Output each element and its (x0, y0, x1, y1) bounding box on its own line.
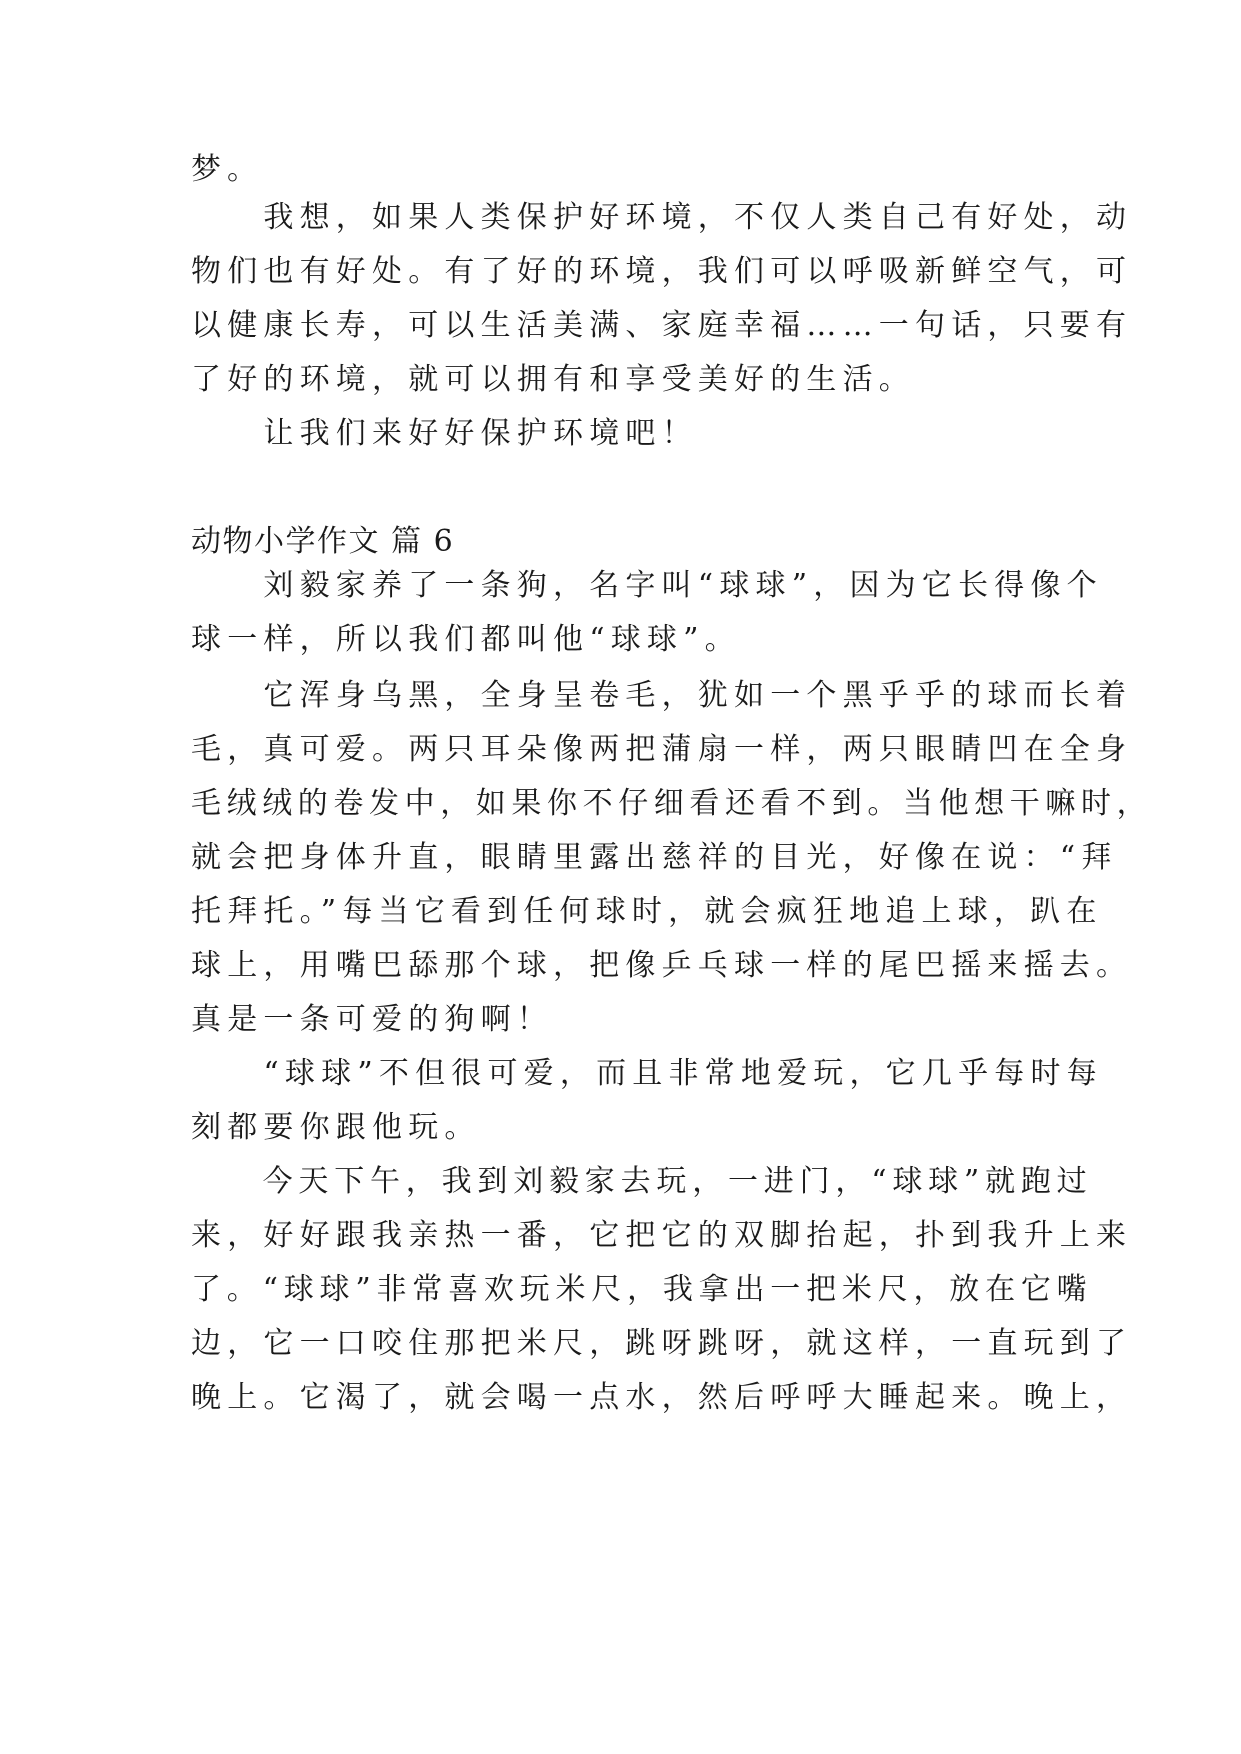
paragraph-line: 我想，如果人类保护好环境，不仅人类自己有好处，动 (191, 200, 1133, 235)
paragraph-line: 梦。 (191, 152, 263, 187)
paragraph-line: 托拜托。”每当它看到任何球时，就会疯狂地追上球，趴在 (191, 894, 1103, 929)
paragraph-line: 了好的环境，就可以拥有和享受美好的生活。 (191, 362, 915, 397)
paragraph-line: 让我们来好好保护环境吧！ (191, 416, 698, 451)
paragraph-line: 就会把身体升直，眼睛里露出慈祥的目光，好像在说：“拜 (191, 840, 1118, 875)
paragraph-line: 晚上。它渴了，就会喝一点水，然后呼呼大睡起来。晚上， (191, 1380, 1133, 1415)
paragraph-line: 以健康长寿，可以生活美满、家庭幸福……一句话，只要有 (191, 308, 1133, 343)
paragraph-line: 边，它一口咬住那把米尺，跳呀跳呀，就这样，一直玩到了 (191, 1326, 1133, 1361)
section-heading: 动物小学作文 篇 6 (191, 524, 455, 559)
paragraph-line: 它浑身乌黑，全身呈卷毛，犹如一个黑乎乎的球而长着 (191, 678, 1133, 713)
paragraph-line: 球上，用嘴巴舔那个球，把像乒乓球一样的尾巴摇来摇去。 (191, 948, 1133, 983)
paragraph-line: 毛，真可爱。两只耳朵像两把蒲扇一样，两只眼睛凹在全身 (191, 732, 1133, 767)
paragraph-line: 毛绒绒的卷发中，如果你不仔细看还看不到。当他想干嘛时， (191, 786, 1153, 821)
paragraph-line: 今天下午，我到刘毅家去玩，一进门，“球球”就跑过 (191, 1164, 1093, 1199)
paragraph-line: 刻都要你跟他玩。 (191, 1110, 481, 1145)
paragraph-line: 物们也有好处。有了好的环境，我们可以呼吸新鲜空气，可 (191, 254, 1133, 289)
paragraph-line: 了。“球球”非常喜欢玩米尺，我拿出一把米尺，放在它嘴 (191, 1272, 1093, 1307)
paragraph-line: “球球”不但很可爱，而且非常地爱玩，它几乎每时每 (191, 1056, 1103, 1091)
paragraph-line: 真是一条可爱的狗啊！ (191, 1002, 553, 1037)
paragraph-line: 刘毅家养了一条狗，名字叫“球球”，因为它长得像个 (191, 568, 1103, 603)
paragraph-line: 球一样，所以我们都叫他“球球”。 (191, 622, 741, 657)
paragraph-line: 来，好好跟我亲热一番，它把它的双脚抬起，扑到我升上来 (191, 1218, 1133, 1253)
